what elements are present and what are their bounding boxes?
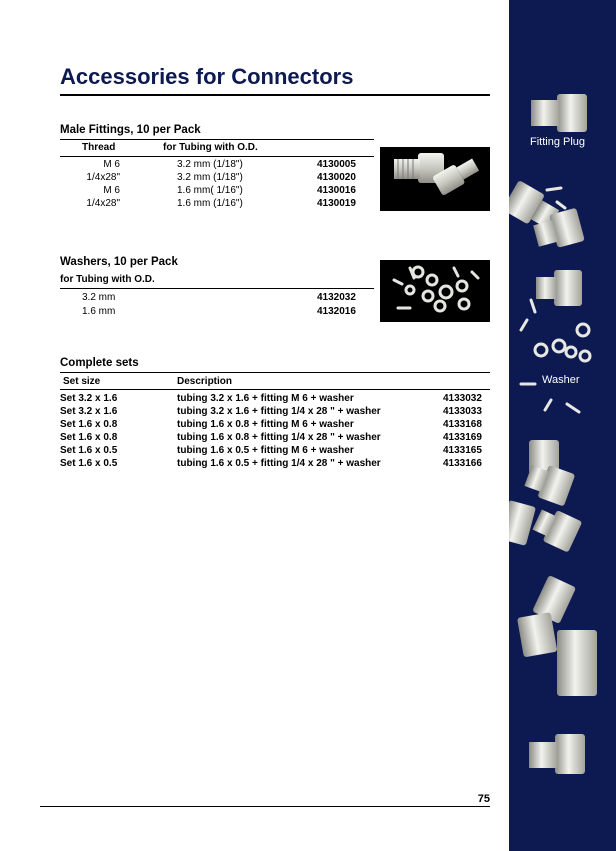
washers-col-tubing: for Tubing with O.D. <box>60 274 155 285</box>
table-cell-thread: 1/4x28" <box>86 198 120 209</box>
sidebar <box>509 0 616 851</box>
col-thread: Thread <box>82 142 116 153</box>
fittings-photo <box>380 147 490 211</box>
table-cell-desc: tubing 1.6 x 0.5 + fitting M 6 + washer <box>177 445 354 456</box>
washers-photo <box>380 260 490 322</box>
male-fittings-header-rule <box>60 156 374 157</box>
table-cell-code: 4130019 <box>317 198 356 209</box>
table-cell-code: 4133168 <box>443 419 482 430</box>
complete-sets-header-rule <box>60 389 490 390</box>
table-cell-desc: tubing 1.6 x 0.5 + fitting 1/4 x 28 " + washer <box>177 458 381 469</box>
complete-sets-heading: Complete sets <box>60 357 139 369</box>
table-cell-thread: 1/4x28" <box>86 172 120 183</box>
fitting-plug-label: Fitting Plug <box>530 136 586 148</box>
table-cell-code: 4133166 <box>443 458 482 469</box>
footer-rule <box>40 806 490 807</box>
table-cell-code: 4130005 <box>317 159 356 170</box>
col-description: Description <box>177 376 233 387</box>
table-cell-code: 4130016 <box>317 185 356 196</box>
table-cell-code: 4133165 <box>443 445 482 456</box>
table-cell-tubing: 1.6 mm (1/16") <box>177 198 243 209</box>
table-cell-size: Set 1.6 x 0.5 <box>60 458 118 469</box>
table-cell-code: 4133033 <box>443 406 482 417</box>
table-cell-code: 4130020 <box>317 172 356 183</box>
table-cell-code: 4133032 <box>443 393 482 404</box>
table-cell-desc: tubing 1.6 x 0.8 + fitting M 6 + washer <box>177 419 354 430</box>
washer-label: Washer <box>542 374 580 386</box>
table-cell-size: 1.6 mm <box>82 306 116 317</box>
col-tubing: for Tubing with O.D. <box>163 142 258 153</box>
table-cell-thread: M 6 <box>103 159 120 170</box>
table-cell-code: 4132032 <box>317 292 356 303</box>
table-cell-code: 4133169 <box>443 432 482 443</box>
table-cell-tubing: 1.6 mm( 1/16") <box>177 185 243 196</box>
table-cell-code: 4132016 <box>317 306 356 317</box>
male-fittings-rule <box>60 139 374 140</box>
table-cell-size: Set 1.6 x 0.8 <box>60 419 118 430</box>
washers-heading: Washers, 10 per Pack <box>60 256 178 268</box>
table-cell-desc: tubing 3.2 x 1.6 + fitting M 6 + washer <box>177 393 354 404</box>
col-set-size: Set size <box>63 376 101 387</box>
table-cell-size: Set 3.2 x 1.6 <box>60 406 118 417</box>
sidebar-fittings-illustration <box>509 0 616 851</box>
table-cell-tubing: 3.2 mm (1/18") <box>177 172 243 183</box>
male-fittings-heading: Male Fittings, 10 per Pack <box>60 124 201 136</box>
table-cell-desc: tubing 3.2 x 1.6 + fitting 1/4 x 28 " + washer <box>177 406 381 417</box>
table-cell-size: 3.2 mm <box>82 292 116 303</box>
table-cell-tubing: 3.2 mm (1/18") <box>177 159 243 170</box>
title-rule <box>60 94 490 96</box>
table-cell-thread: M 6 <box>103 185 120 196</box>
table-cell-size: Set 1.6 x 0.8 <box>60 432 118 443</box>
table-cell-size: Set 1.6 x 0.5 <box>60 445 118 456</box>
table-cell-size: Set 3.2 x 1.6 <box>60 393 118 404</box>
table-cell-desc: tubing 1.6 x 0.8 + fitting 1/4 x 28 " + washer <box>177 432 381 443</box>
page-title: Accessories for Connectors <box>60 64 354 89</box>
washers-rule <box>60 288 374 289</box>
complete-sets-rule <box>60 372 490 373</box>
page-number: 75 <box>477 793 490 805</box>
